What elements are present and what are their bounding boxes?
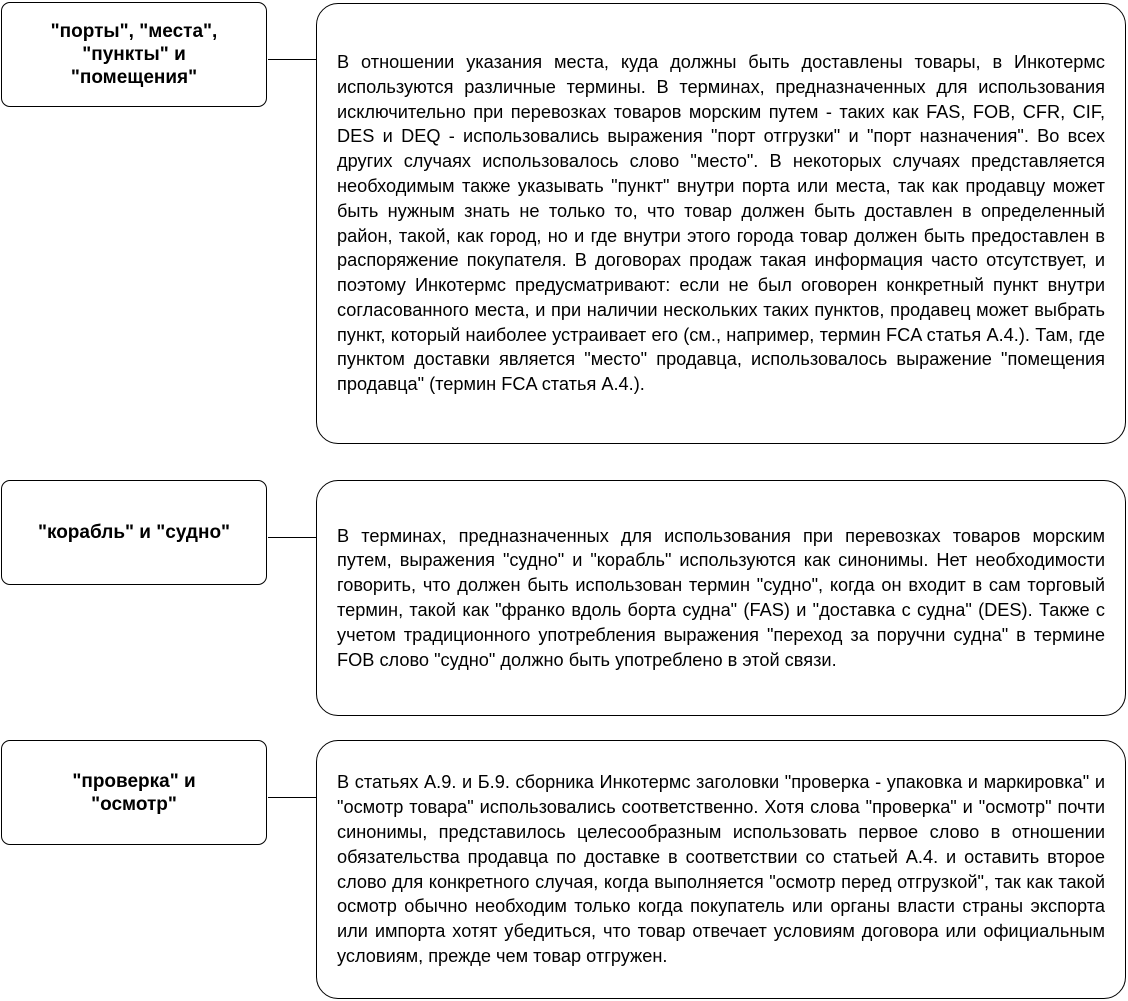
connector-line (268, 537, 316, 538)
description-text: В статьях А.9. и Б.9. сборника Инкотермс заголовки "проверка - упаковка и маркировка" и "осмотр товара" использовались соответственно. Хотя слова "проверка" и "осмотр" почти синонимы, представилось целесообразным использовать первое слово в отношении обязательства продавца по доставке в соответствии со статьей А.4. и оставить второе слово для конкретного случая, когда выполняется "осмотр перед отгрузкой", так как такой осмотр обычно необходим только когда покупатель или органы власти страны экспорта или импорта хотят убедиться, что товар отвечает условиям договора или официальным условиям, прежде чем товар отгружен. (337, 772, 1105, 966)
description-text: В терминах, предназначенных для использования при перевозках товаров морским путем, выражения "судно" и "корабль" используются как синонимы. Нет необходимости говорить, что должен быть использован термин "судно", когда он входит в сам торговый термин, такой как "франко вдоль борта судна" (FAS) и "доставка с судна" (DES). Также с учетом традиционного употребления выражения "переход за поручни судна" в термине FOB слово "судно" должно быть употреблено в этой связи. (337, 525, 1105, 670)
term-label: "порты", "места", "пункты" и "помещения" (50, 21, 218, 88)
description-box-ports-places (316, 3, 1126, 444)
definition-row (0, 0, 1128, 446)
description-box-ship-vessel (316, 480, 1126, 716)
connector-line (268, 797, 316, 798)
term-label: "проверка" и "осмотр" (72, 770, 196, 815)
connector-line (268, 59, 316, 60)
term-box-check-inspection (1, 740, 267, 845)
term-box-ship-vessel (1, 480, 267, 585)
description-box-check-inspection (316, 740, 1126, 999)
definition-row (0, 738, 1128, 1000)
term-box-ports-places (1, 2, 267, 107)
term-label: "корабль" и "судно" (37, 522, 231, 543)
description-text: В отношении указания места, куда должны быть доставлены товары, в Инкотермс используются различные термины. В терминах, предназначенных для использования исключительно при перевозках товаров морским путем - таких как FAS, FOB, CFR, CIF, DES и DEQ - использовались выражения "порт отгрузки" и "порт назначения". Во всех других случаях использовалось слово "место". В некоторых случаях представляется необходимым также указывать "пункт" внутри порта или места, так как продавцу может быть нужным знать не только то, что товар должен быть доставлен в определенный район, такой, как город, но и где внутри этого города товар должен быть предоставлен в распоряжение покупателя. В договорах продаж такая информация часто отсутствует, и поэтому Инкотермс предусматривают: если не был оговорен конкретный пункт внутри согласованного места, и при наличии нескольких таких пунктов, продавец может выбрать пункт, который наиболее устраивает его (см., например, термин FCA статья А.4.). Там, где пунктом доставки является "место" продавца, использовалось выражение "помещения продавца" (термин FCA статья А.4.). (337, 51, 1105, 395)
definition-row (0, 478, 1128, 718)
